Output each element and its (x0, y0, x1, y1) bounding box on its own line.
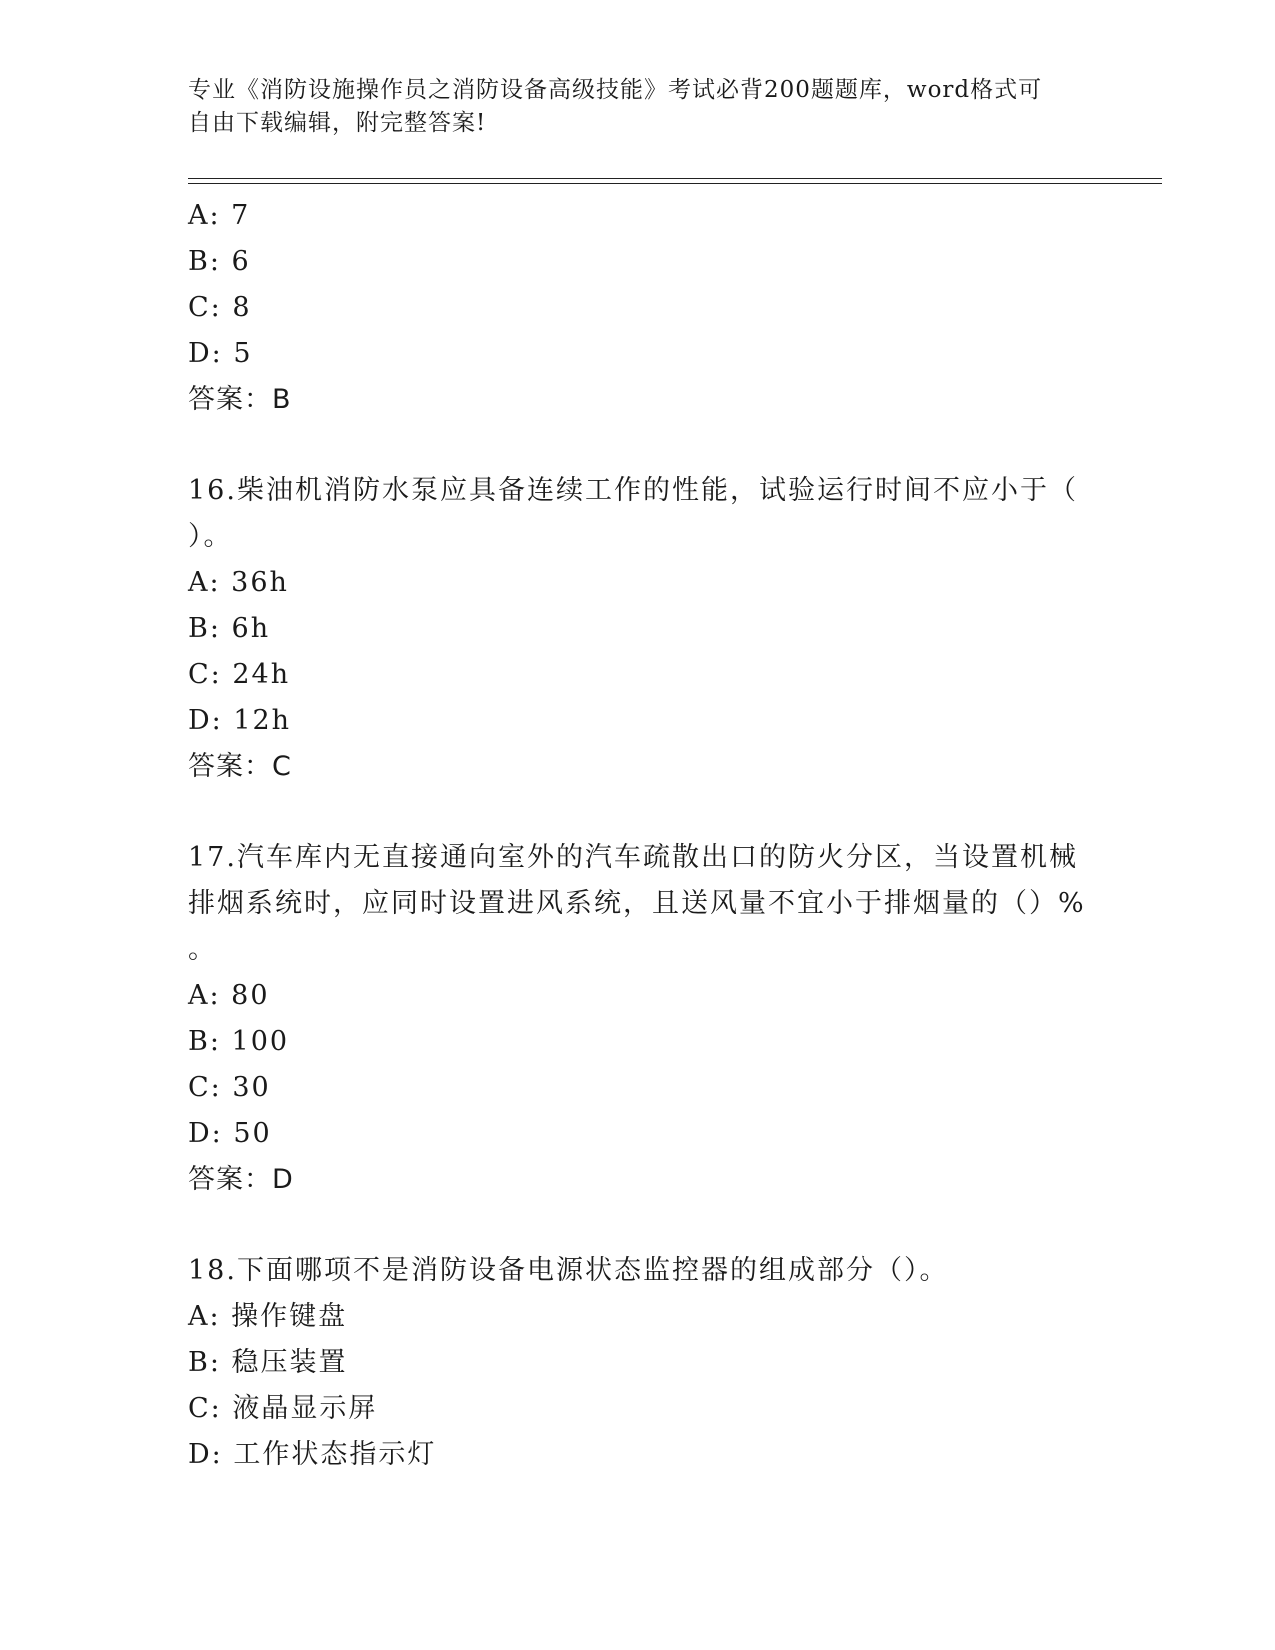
answer-line: 答案：C (188, 751, 292, 782)
option-c: C: 24h (188, 659, 291, 690)
question-text: 。 (188, 934, 217, 965)
option-d: D: 5 (188, 338, 253, 369)
option-a: A: 36h (188, 567, 289, 598)
question-list (188, 193, 1108, 1478)
header-divider-top (188, 178, 1162, 179)
spacer (188, 423, 1108, 468)
option-a: A: 操作键盘 (188, 1301, 348, 1332)
option-d: D: 12h (188, 705, 292, 736)
option-a: A: 7 (188, 200, 251, 231)
option-c: C: 液晶显示屏 (188, 1393, 378, 1424)
header-line-2: 自由下载编辑，附完整答案! (188, 110, 487, 136)
option-b: B: 100 (188, 1026, 290, 1057)
question-15 (188, 193, 1108, 423)
answer-line: 答案：D (188, 1164, 294, 1195)
question-text: 17.汽车库内无直接通向室外的汽车疏散出口的防火分区，当设置机械 (188, 842, 1078, 873)
question-text: ）。 (188, 521, 233, 552)
question-text: 16.柴油机消防水泵应具备连续工作的性能，试验运行时间不应小于（ (188, 475, 1078, 506)
option-d: D: 工作状态指示灯 (188, 1439, 437, 1470)
option-b: B: 稳压装置 (188, 1347, 348, 1378)
option-b: B: 6h (188, 613, 271, 644)
question-17 (188, 835, 1108, 1203)
option-c: C: 30 (188, 1072, 271, 1103)
header-line-1: 专业《消防设施操作员之消防设备高级技能》考试必背200题题库，word格式可 (188, 77, 1043, 103)
answer-line: 答案：B (188, 384, 292, 415)
question-16 (188, 468, 1108, 790)
option-a: A: 80 (188, 980, 270, 1011)
option-b: B: 6 (188, 246, 251, 277)
header-divider-bottom (188, 183, 1162, 184)
question-text: 18.下面哪项不是消防设备电源状态监控器的组成部分（）。 (188, 1255, 949, 1286)
question-text: 排烟系统时，应同时设置进风系统，且送风量不宜小于排烟量的（）% (188, 888, 1086, 919)
option-d: D: 50 (188, 1118, 272, 1149)
spacer (188, 790, 1108, 835)
option-c: C: 8 (188, 292, 252, 323)
question-18 (188, 1248, 1108, 1478)
spacer (188, 1203, 1108, 1248)
document-header (188, 74, 1088, 140)
